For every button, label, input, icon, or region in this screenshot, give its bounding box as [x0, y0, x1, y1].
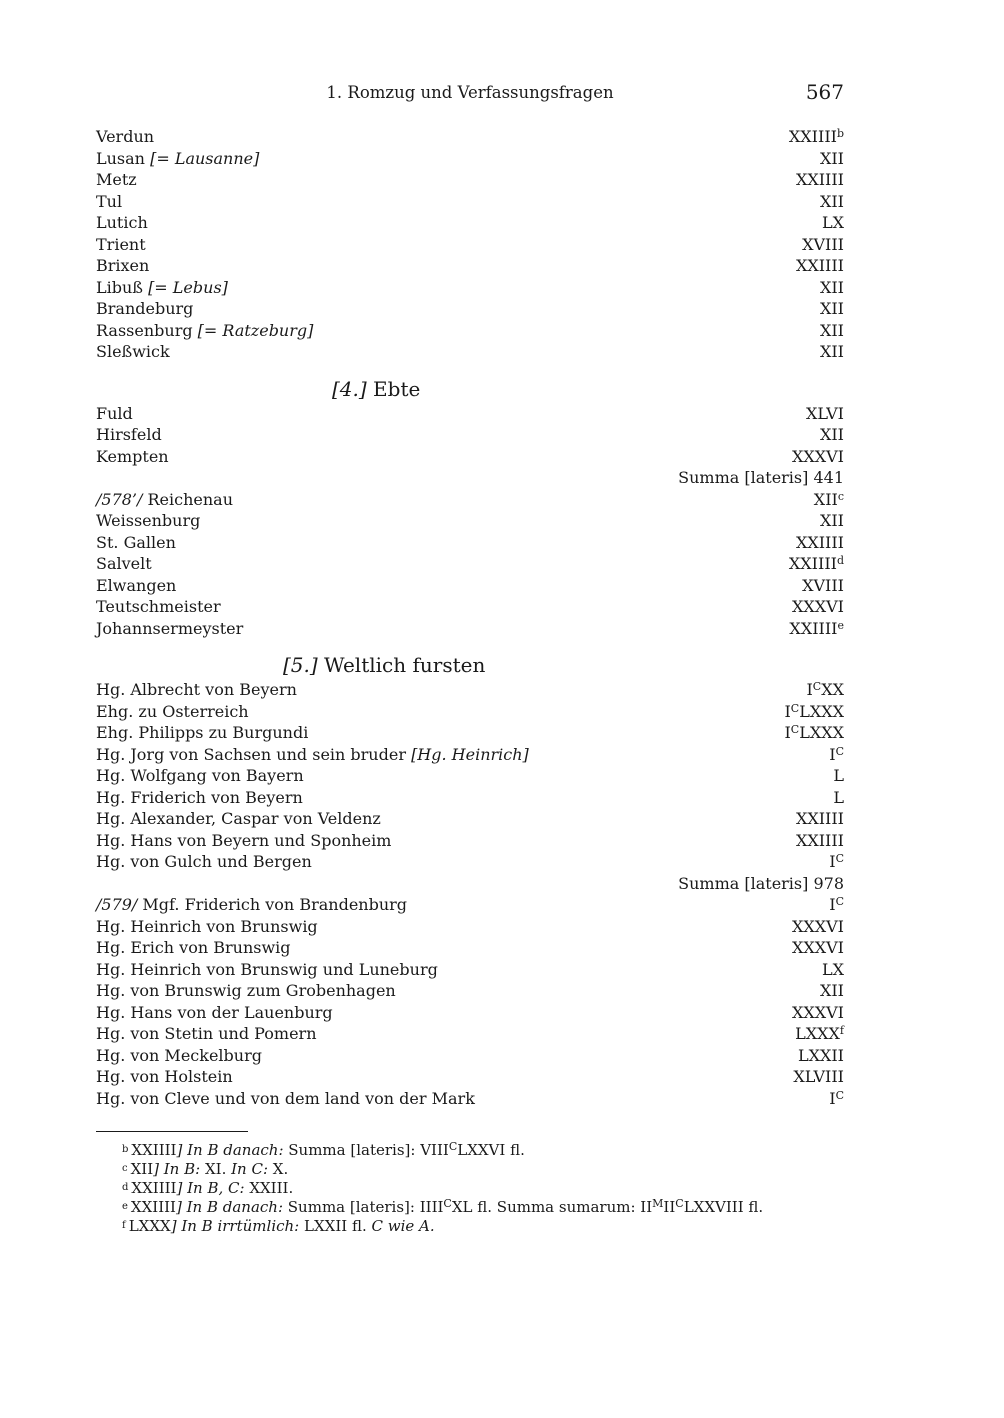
- entry-name: Hirsfeld: [96, 425, 162, 444]
- superscript: C: [835, 895, 844, 908]
- list-item: [96, 277, 844, 299]
- entry-name: Fuld: [96, 403, 133, 423]
- summa-text: Summa [lateris] 978: [678, 873, 844, 893]
- footnote: $^f$ LXXX] In B irrtümlich: LXXII fl. C wie A.: [122, 1217, 435, 1235]
- entry-value: XII: [819, 320, 844, 340]
- section-number: [5.]: [283, 653, 318, 677]
- entry-value: XII$^c$: [813, 489, 844, 509]
- superscript: C: [790, 701, 800, 715]
- superscript: d: [836, 554, 844, 567]
- footnote-note: In C:: [231, 1160, 269, 1178]
- list-item: [96, 980, 844, 1002]
- list-item: [96, 446, 844, 468]
- entry-name: Hg. Heinrich von Brunswig und Luneburg: [96, 959, 438, 979]
- block-princes-b: [96, 894, 844, 1109]
- entry-name: /578’/ Reichenau: [96, 489, 234, 509]
- entry-value: $I^C$: [829, 744, 844, 764]
- footnote: $^c$ XII] In B: XI. In C: X.: [122, 1160, 289, 1178]
- list-item: [96, 1002, 844, 1024]
- footnote-mark: e: [122, 1201, 128, 1212]
- entry-value: XXIIII: [795, 170, 844, 189]
- entry-name: Hg. Hans von der Lauenburg: [96, 1002, 333, 1022]
- footnote-note: ] In B danach:: [175, 1198, 284, 1216]
- superscript: e: [837, 618, 844, 632]
- superscript: c: [837, 489, 844, 503]
- entry-name: Trient: [96, 234, 146, 254]
- entry-value: XXIIIIe: [789, 618, 844, 638]
- entry-value: XLVIII: [793, 1067, 844, 1086]
- entry-value: XXIIII: [795, 532, 844, 552]
- entry-name: Verdun: [96, 127, 155, 146]
- section-heading-ebte: [96, 375, 844, 403]
- footnote-mark: c: [122, 1163, 128, 1174]
- entry-name: Kempten: [96, 446, 169, 466]
- list-item: [96, 234, 844, 256]
- block-abbots-b: [96, 489, 844, 640]
- entry-value: L: [833, 766, 844, 785]
- entry-value: XII: [819, 511, 844, 530]
- entry-name: Hg. Erich von Brunswig: [96, 938, 291, 957]
- entry-name: Hg. Albrecht von Beyern: [96, 680, 297, 699]
- list-item: [96, 1088, 844, 1110]
- page-marker: /579/: [96, 895, 138, 914]
- entry-name: Lutich: [96, 213, 148, 232]
- entry-value: XXIIII$^b$: [788, 127, 844, 146]
- entry-value: XXIIII: [795, 830, 844, 850]
- list-item: [96, 169, 844, 191]
- entry-name: Metz: [96, 170, 137, 189]
- entry-name: Libuß [= Lebus]: [96, 277, 228, 297]
- list-item: [96, 510, 844, 532]
- list-item: [96, 532, 844, 554]
- entry-value: L: [833, 787, 844, 807]
- entry-name: Hg. Heinrich von Brunswig: [96, 916, 318, 936]
- entry-value: XXIIII: [795, 809, 844, 828]
- list-item: [96, 191, 844, 213]
- list-item: [96, 148, 844, 170]
- list-item: [96, 255, 844, 277]
- list-item: [96, 808, 844, 830]
- footnote-note: ] In B:: [153, 1160, 201, 1178]
- list-item: [96, 320, 844, 342]
- list-item: [96, 701, 844, 723]
- entry-value: XII: [819, 191, 844, 211]
- footnote-mark: f: [122, 1220, 126, 1231]
- list-item: [96, 830, 844, 852]
- entry-value: LX: [821, 959, 844, 979]
- footnote-note: ] In B, C:: [176, 1179, 245, 1197]
- entry-value: XXIIII: [795, 256, 844, 275]
- footnote-note: ] In B danach:: [176, 1141, 284, 1159]
- entry-value: LXXII: [797, 1045, 844, 1065]
- entry-value: LXXX$^f$: [795, 1024, 844, 1043]
- superscript: f: [839, 1024, 844, 1037]
- entry-name: Teutschmeister: [96, 597, 221, 616]
- list-item: [96, 894, 844, 916]
- list-item: [96, 851, 844, 873]
- entry-value: XXXVI: [791, 1002, 844, 1022]
- superscript: C: [835, 852, 844, 865]
- entry-value: XII: [819, 425, 844, 444]
- entry-name: Ehg. Philipps zu Burgundi: [96, 723, 309, 742]
- entry-value: XVIII: [802, 575, 844, 595]
- entry-name: Hg. Wolfgang von Bayern: [96, 766, 304, 785]
- entry-name: Rassenburg [= Ratzeburg]: [96, 320, 314, 340]
- block-abbots-a: [96, 403, 844, 468]
- page-marker: /578’/: [96, 489, 143, 509]
- list-item: [96, 1066, 844, 1088]
- footnotes: [96, 1140, 844, 1235]
- entry-value: $I^C$: [829, 852, 844, 871]
- footnote: $^d$ XXIIII] In B, C: XXIII.: [122, 1179, 294, 1197]
- entry-name: Hg. Hans von Beyern und Sponheim: [96, 830, 392, 850]
- list-item: [96, 679, 844, 701]
- entry-name: Sleßwick: [96, 342, 170, 361]
- entry-name: Hg. Alexander, Caspar von Veldenz: [96, 809, 381, 828]
- list-item: [96, 765, 844, 787]
- block-bishops: [96, 126, 844, 363]
- entry-value: $I^CXX$: [806, 680, 844, 699]
- entry-value: XII: [819, 277, 844, 297]
- superscript: C: [835, 744, 844, 758]
- list-item: [96, 787, 844, 809]
- entry-value: XXIIII$^d$: [788, 554, 844, 573]
- entry-value: $I^C$: [829, 895, 844, 914]
- running-header: [96, 80, 844, 106]
- entry-name: Hg. von Gulch und Bergen: [96, 852, 312, 871]
- entry-value: $I^CLXXX$: [784, 701, 844, 721]
- superscript: C: [443, 1197, 452, 1210]
- entry-value: XXXVI: [791, 597, 844, 616]
- block-princes-a: [96, 679, 844, 873]
- list-item: [96, 553, 844, 575]
- editorial-note: [= Lebus]: [148, 277, 228, 297]
- page-number: 567: [805, 80, 844, 104]
- entry-name: St. Gallen: [96, 532, 176, 552]
- entry-value: $I^C$: [829, 1088, 844, 1108]
- list-item: [96, 916, 844, 938]
- entry-name: Hg. Jorg von Sachsen und sein bruder [Hg. Heinrich]: [96, 744, 529, 764]
- running-title: 1. Romzug und Verfassungsfragen: [326, 83, 614, 102]
- editorial-note: [= Lausanne]: [150, 148, 260, 168]
- entry-name: Hg. von Holstein: [96, 1067, 233, 1086]
- list-item: [96, 744, 844, 766]
- footnote-note: C wie A.: [371, 1217, 435, 1235]
- entry-name: Tul: [96, 191, 123, 211]
- list-item: [96, 212, 844, 234]
- entry-value: XXXVI: [791, 938, 844, 957]
- footnote-rule: [96, 1131, 248, 1132]
- summa-row: [96, 467, 844, 489]
- list-item: [96, 722, 844, 744]
- entry-name: Hg. von Cleve und von dem land von der Mark: [96, 1088, 475, 1108]
- footnote-note: ] In B irrtümlich:: [170, 1217, 300, 1235]
- entry-value: XII: [819, 981, 844, 1000]
- entry-list: [96, 126, 844, 1109]
- list-item: [96, 489, 844, 511]
- entry-name: Ehg. zu Osterreich: [96, 701, 249, 721]
- entry-value: XII: [819, 148, 844, 168]
- entry-value: LX: [821, 213, 844, 232]
- entry-name: Brixen: [96, 256, 150, 275]
- entry-value: $I^CLXXX$: [784, 723, 844, 742]
- section-heading-fursten: [96, 651, 844, 679]
- list-item: [96, 959, 844, 981]
- list-item: [96, 937, 844, 959]
- editorial-note: [Hg. Heinrich]: [411, 744, 529, 764]
- superscript: M: [652, 1197, 664, 1210]
- superscript: C: [812, 680, 822, 693]
- list-item: [96, 618, 844, 640]
- superscript: C: [835, 1088, 844, 1102]
- entry-name: Johannsermeyster: [96, 618, 244, 638]
- entry-name: Hg. von Brunswig zum Grobenhagen: [96, 981, 396, 1000]
- footnote-mark: d: [122, 1182, 129, 1193]
- entry-name: Hg. von Stetin und Pomern: [96, 1024, 317, 1043]
- list-item: [96, 596, 844, 618]
- entry-value: XLVI: [806, 403, 844, 423]
- entry-name: Weissenburg: [96, 511, 201, 530]
- entry-value: XII: [819, 342, 844, 361]
- footnote: $^e$ XXIIII] In B danach: Summa [lateris]: $IIII^CXL$ fl. Summa sumarum: $II^MII^CLXXVIII$ fl.: [122, 1197, 764, 1216]
- list-item: [96, 1023, 844, 1045]
- entry-name: Hg. Friderich von Beyern: [96, 787, 303, 807]
- list-item: [96, 126, 844, 148]
- entry-value: XVIII: [802, 234, 844, 254]
- list-item: [96, 424, 844, 446]
- summa-text: Summa [lateris] 441: [678, 468, 844, 487]
- footnote-mark: b: [122, 1144, 129, 1155]
- superscript: b: [836, 127, 844, 140]
- footnote: $^b$ XXIIII] In B danach: Summa [lateris]: $VIII^CLXXVI$ fl.: [122, 1140, 525, 1159]
- list-item: [96, 341, 844, 363]
- entry-name: Elwangen: [96, 575, 177, 595]
- entry-value: XXXVI: [791, 446, 844, 466]
- entry-name: Salvelt: [96, 554, 152, 573]
- section-title: Ebte: [366, 376, 421, 401]
- entry-value: XII: [819, 299, 844, 318]
- entry-name: Brandeburg: [96, 299, 194, 318]
- superscript: C: [448, 1140, 458, 1153]
- section-title: Weltlich fursten: [317, 653, 486, 677]
- summa-row: [96, 873, 844, 895]
- section-number: [4.]: [332, 376, 367, 401]
- entry-name: Lusan [= Lausanne]: [96, 148, 260, 168]
- page: [96, 80, 844, 1235]
- entry-name: /579/ Mgf. Friderich von Brandenburg: [96, 895, 408, 914]
- list-item: [96, 403, 844, 425]
- superscript: C: [790, 723, 800, 736]
- list-item: [96, 298, 844, 320]
- entry-name: Hg. von Meckelburg: [96, 1045, 262, 1065]
- list-item: [96, 1045, 844, 1067]
- list-item: [96, 575, 844, 597]
- entry-value: XXXVI: [791, 916, 844, 936]
- editorial-note: [= Ratzeburg]: [197, 320, 314, 340]
- superscript: C: [675, 1197, 684, 1210]
